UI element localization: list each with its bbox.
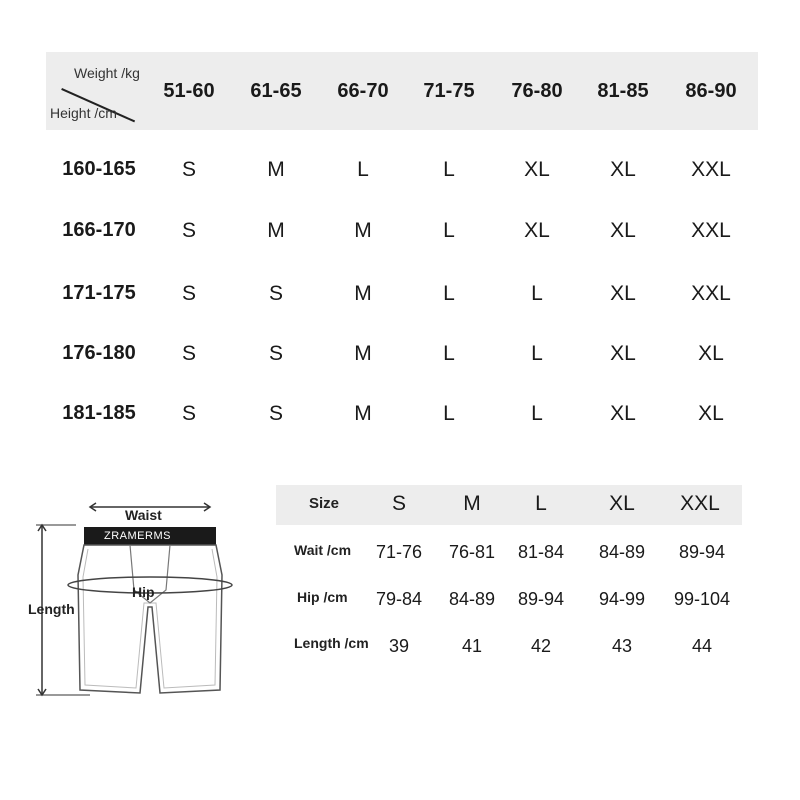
weight-col-header: 61-65: [250, 80, 302, 102]
weight-col-header: 76-80: [511, 80, 563, 102]
height-row-label: 176-180: [62, 342, 136, 364]
size-cell: XL: [698, 402, 724, 425]
measurement-cell: 79-84: [375, 589, 423, 609]
measurement-cell: 89-94: [517, 589, 565, 609]
size-cell: S: [268, 282, 283, 305]
size-cell: L: [531, 282, 543, 305]
measurement-cell: 84-89: [448, 589, 496, 609]
size-cell: L: [531, 402, 543, 425]
size-cell: XL: [610, 219, 636, 242]
size-cell: M: [354, 219, 372, 242]
length-row-label: Length /cm: [294, 635, 369, 651]
size-cell: XL: [698, 342, 724, 365]
size-cell: L: [357, 158, 369, 181]
size-cell: XL: [610, 342, 636, 365]
size-col-header: L: [535, 492, 547, 515]
measurement-cell: 81-84: [517, 542, 565, 562]
size-cell: S: [181, 158, 196, 181]
brand-logo-text: ZRAMERMS: [104, 530, 171, 542]
size-cell: XXL: [691, 158, 731, 181]
size-cell: M: [354, 342, 372, 365]
height-header-label: Height /cm: [50, 105, 117, 121]
size-cell: XL: [610, 282, 636, 305]
measurement-cell: 99-104: [673, 589, 731, 609]
waist-row-label: Wait /cm: [294, 542, 352, 558]
weight-col-header: 51-60: [163, 80, 215, 102]
size-col-header: M: [463, 492, 481, 515]
weight-col-header: 86-90: [685, 80, 737, 102]
size-cell: M: [267, 219, 285, 242]
size-cell: L: [531, 342, 543, 365]
size-cell: S: [181, 342, 196, 365]
size-cell: S: [268, 342, 283, 365]
shorts-outline-illustration: [30, 495, 250, 705]
size-cell: XL: [524, 158, 550, 181]
length-label: Length: [28, 601, 75, 617]
measurement-cell: 43: [611, 636, 633, 656]
size-cell: L: [443, 402, 455, 425]
size-cell: XXL: [691, 282, 731, 305]
size-cell: XL: [524, 219, 550, 242]
size-cell: L: [443, 282, 455, 305]
size-cell: S: [181, 282, 196, 305]
size-cell: XL: [610, 158, 636, 181]
size-cell: L: [443, 342, 455, 365]
size-cell: M: [354, 402, 372, 425]
height-row-label: 171-175: [62, 282, 136, 304]
size-col-header: S: [391, 492, 406, 515]
weight-col-header: 66-70: [337, 80, 389, 102]
waist-label: Waist: [125, 507, 162, 523]
size-col-header: XXL: [680, 492, 720, 515]
measurement-cell: 39: [388, 636, 410, 656]
measurement-cell: 42: [530, 636, 552, 656]
measurement-cell: 44: [691, 636, 713, 656]
size-cell: S: [181, 402, 196, 425]
size-cell: XXL: [691, 219, 731, 242]
weight-col-header: 81-85: [597, 80, 649, 102]
height-row-label: 160-165: [62, 158, 136, 180]
hip-row-label: Hip /cm: [297, 589, 348, 605]
size-cell: M: [267, 158, 285, 181]
size-col-header: XL: [609, 492, 635, 515]
size-cell: L: [443, 158, 455, 181]
measurement-cell: 84-89: [598, 542, 646, 562]
height-row-label: 181-185: [62, 402, 136, 424]
measurement-cell: 76-81: [448, 542, 496, 562]
size-cell: S: [181, 219, 196, 242]
measurement-cell: 41: [461, 636, 483, 656]
height-row-label: 166-170: [62, 219, 136, 241]
measurement-cell: 89-94: [678, 542, 726, 562]
weight-header-label: Weight /kg: [74, 65, 140, 81]
size-header-label: Size: [308, 495, 339, 512]
measurement-cell: 94-99: [598, 589, 646, 609]
size-cell: M: [354, 282, 372, 305]
size-cell: S: [268, 402, 283, 425]
size-cell: L: [443, 219, 455, 242]
hip-label: Hip: [132, 584, 155, 600]
measurement-cell: 71-76: [375, 542, 423, 562]
weight-col-header: 71-75: [423, 80, 475, 102]
size-cell: XL: [610, 402, 636, 425]
